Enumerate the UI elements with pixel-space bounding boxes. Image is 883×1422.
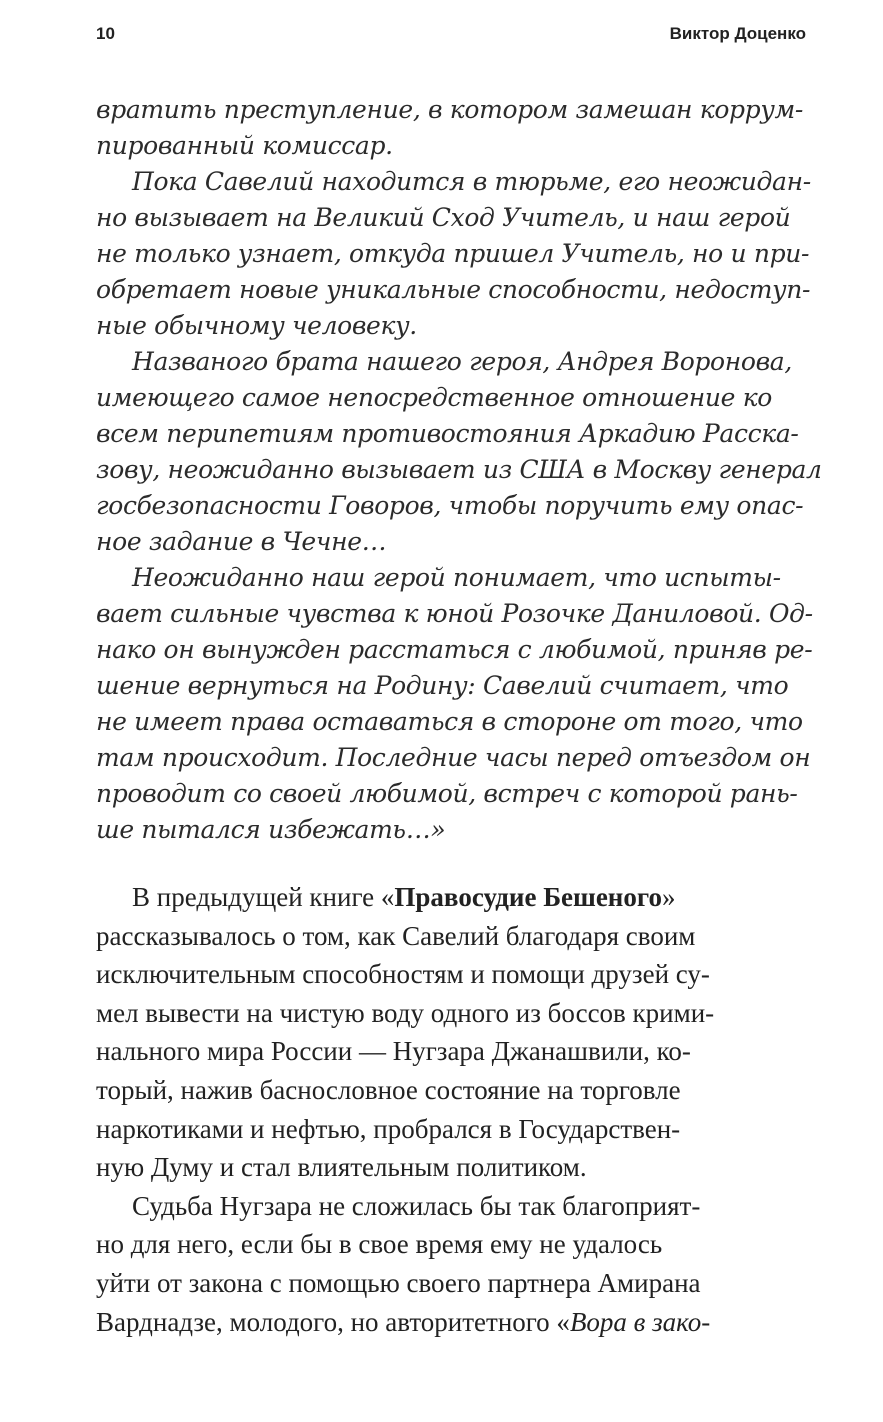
- text-line: [96, 1303, 806, 1342]
- text-line: уйти от закона с помощью своего партнера Амирана: [96, 1267, 701, 1298]
- text-line: ное задание в Чечне…: [96, 527, 387, 556]
- paragraph-gap: [96, 848, 806, 878]
- author-name: Виктор Доценко: [669, 24, 806, 43]
- text-line: обретает новые уникальные способности, недоступ-: [96, 275, 811, 304]
- text-run: Варднадзе, молодого, но авторитетного «: [96, 1306, 570, 1337]
- text-line: всем перипетиям противостояния Аркадию Расска-: [96, 419, 799, 448]
- text-line: ные обычному человеку.: [96, 311, 417, 340]
- italic-quote-block: [96, 92, 822, 848]
- text-line: наркотиками и нефтью, пробрался в Государствен-: [96, 1113, 681, 1144]
- text-line: имеющего самое непосредственное отношение ко: [96, 383, 772, 412]
- running-head: [96, 18, 806, 48]
- text-line: пированный комиссар.: [96, 131, 393, 160]
- text-run: »: [661, 882, 676, 912]
- text-line: ше пытался избежать…»: [96, 815, 446, 844]
- text-line: но вызывает на Великий Сход Учитель, и наш герой: [96, 203, 791, 232]
- text-line: но для него, если бы в свое время ему не удалось: [96, 1229, 663, 1260]
- text-line: исключительным способностям и помощи друзей су-: [96, 959, 710, 990]
- page-number: 10: [96, 24, 115, 43]
- text-line: нального мира России — Нугзара Джанашвили, ко-: [96, 1036, 691, 1067]
- text-line: [96, 878, 806, 917]
- text-line: шение вернуться на Родину: Савелий считает, что: [96, 671, 789, 700]
- text-line: мел вывести на чистую воду одного из боссов крими-: [96, 997, 715, 1028]
- text-line: Судьба Нугзара не сложилась бы так благоприят-: [132, 1190, 701, 1221]
- text-line: не имеет права оставаться в стороне от того, что: [96, 707, 803, 736]
- italic-run: Вора в зако-: [569, 1306, 711, 1337]
- text-line: Неожиданно наш герой понимает, что испыты-: [132, 563, 781, 592]
- text-line: вратить преступление, в котором замешан коррум-: [96, 95, 803, 124]
- text-line: вает сильные чувства к юной Розочке Даниловой. Од-: [96, 599, 813, 628]
- text-run: В предыдущей книге «: [132, 882, 395, 912]
- text-line: зову, неожиданно вызывает из США в Москву генерал: [96, 455, 822, 484]
- text-line: там происходит. Последние часы перед отъездом он: [96, 743, 811, 772]
- text-line: Названого брата нашего героя, Андрея Воронова,: [132, 347, 792, 376]
- text-line: рассказывалось о том, как Савелий благодаря своим: [96, 920, 696, 951]
- body-paragraph: [96, 878, 806, 1187]
- text-line: не только узнает, откуда пришел Учитель, но и при-: [96, 239, 810, 268]
- book-title: Правосудие Бешеного: [394, 882, 662, 912]
- text-line: торый, нажив баснословное состояние на торговле: [96, 1074, 681, 1105]
- text-line: госбезопасности Говоров, чтобы поручить ему опас-: [96, 491, 804, 520]
- body-paragraph: [96, 1187, 806, 1341]
- page-body: [96, 92, 822, 1341]
- text-line: проводит со своей любимой, встреч с которой рань-: [96, 779, 798, 808]
- text-line: ную Думу и стал влиятельным политиком.: [96, 1152, 587, 1183]
- text-line: нако он вынужден расстаться с любимой, приняв ре-: [96, 635, 813, 664]
- text-line: Пока Савелий находится в тюрьме, его неожидан-: [132, 167, 811, 196]
